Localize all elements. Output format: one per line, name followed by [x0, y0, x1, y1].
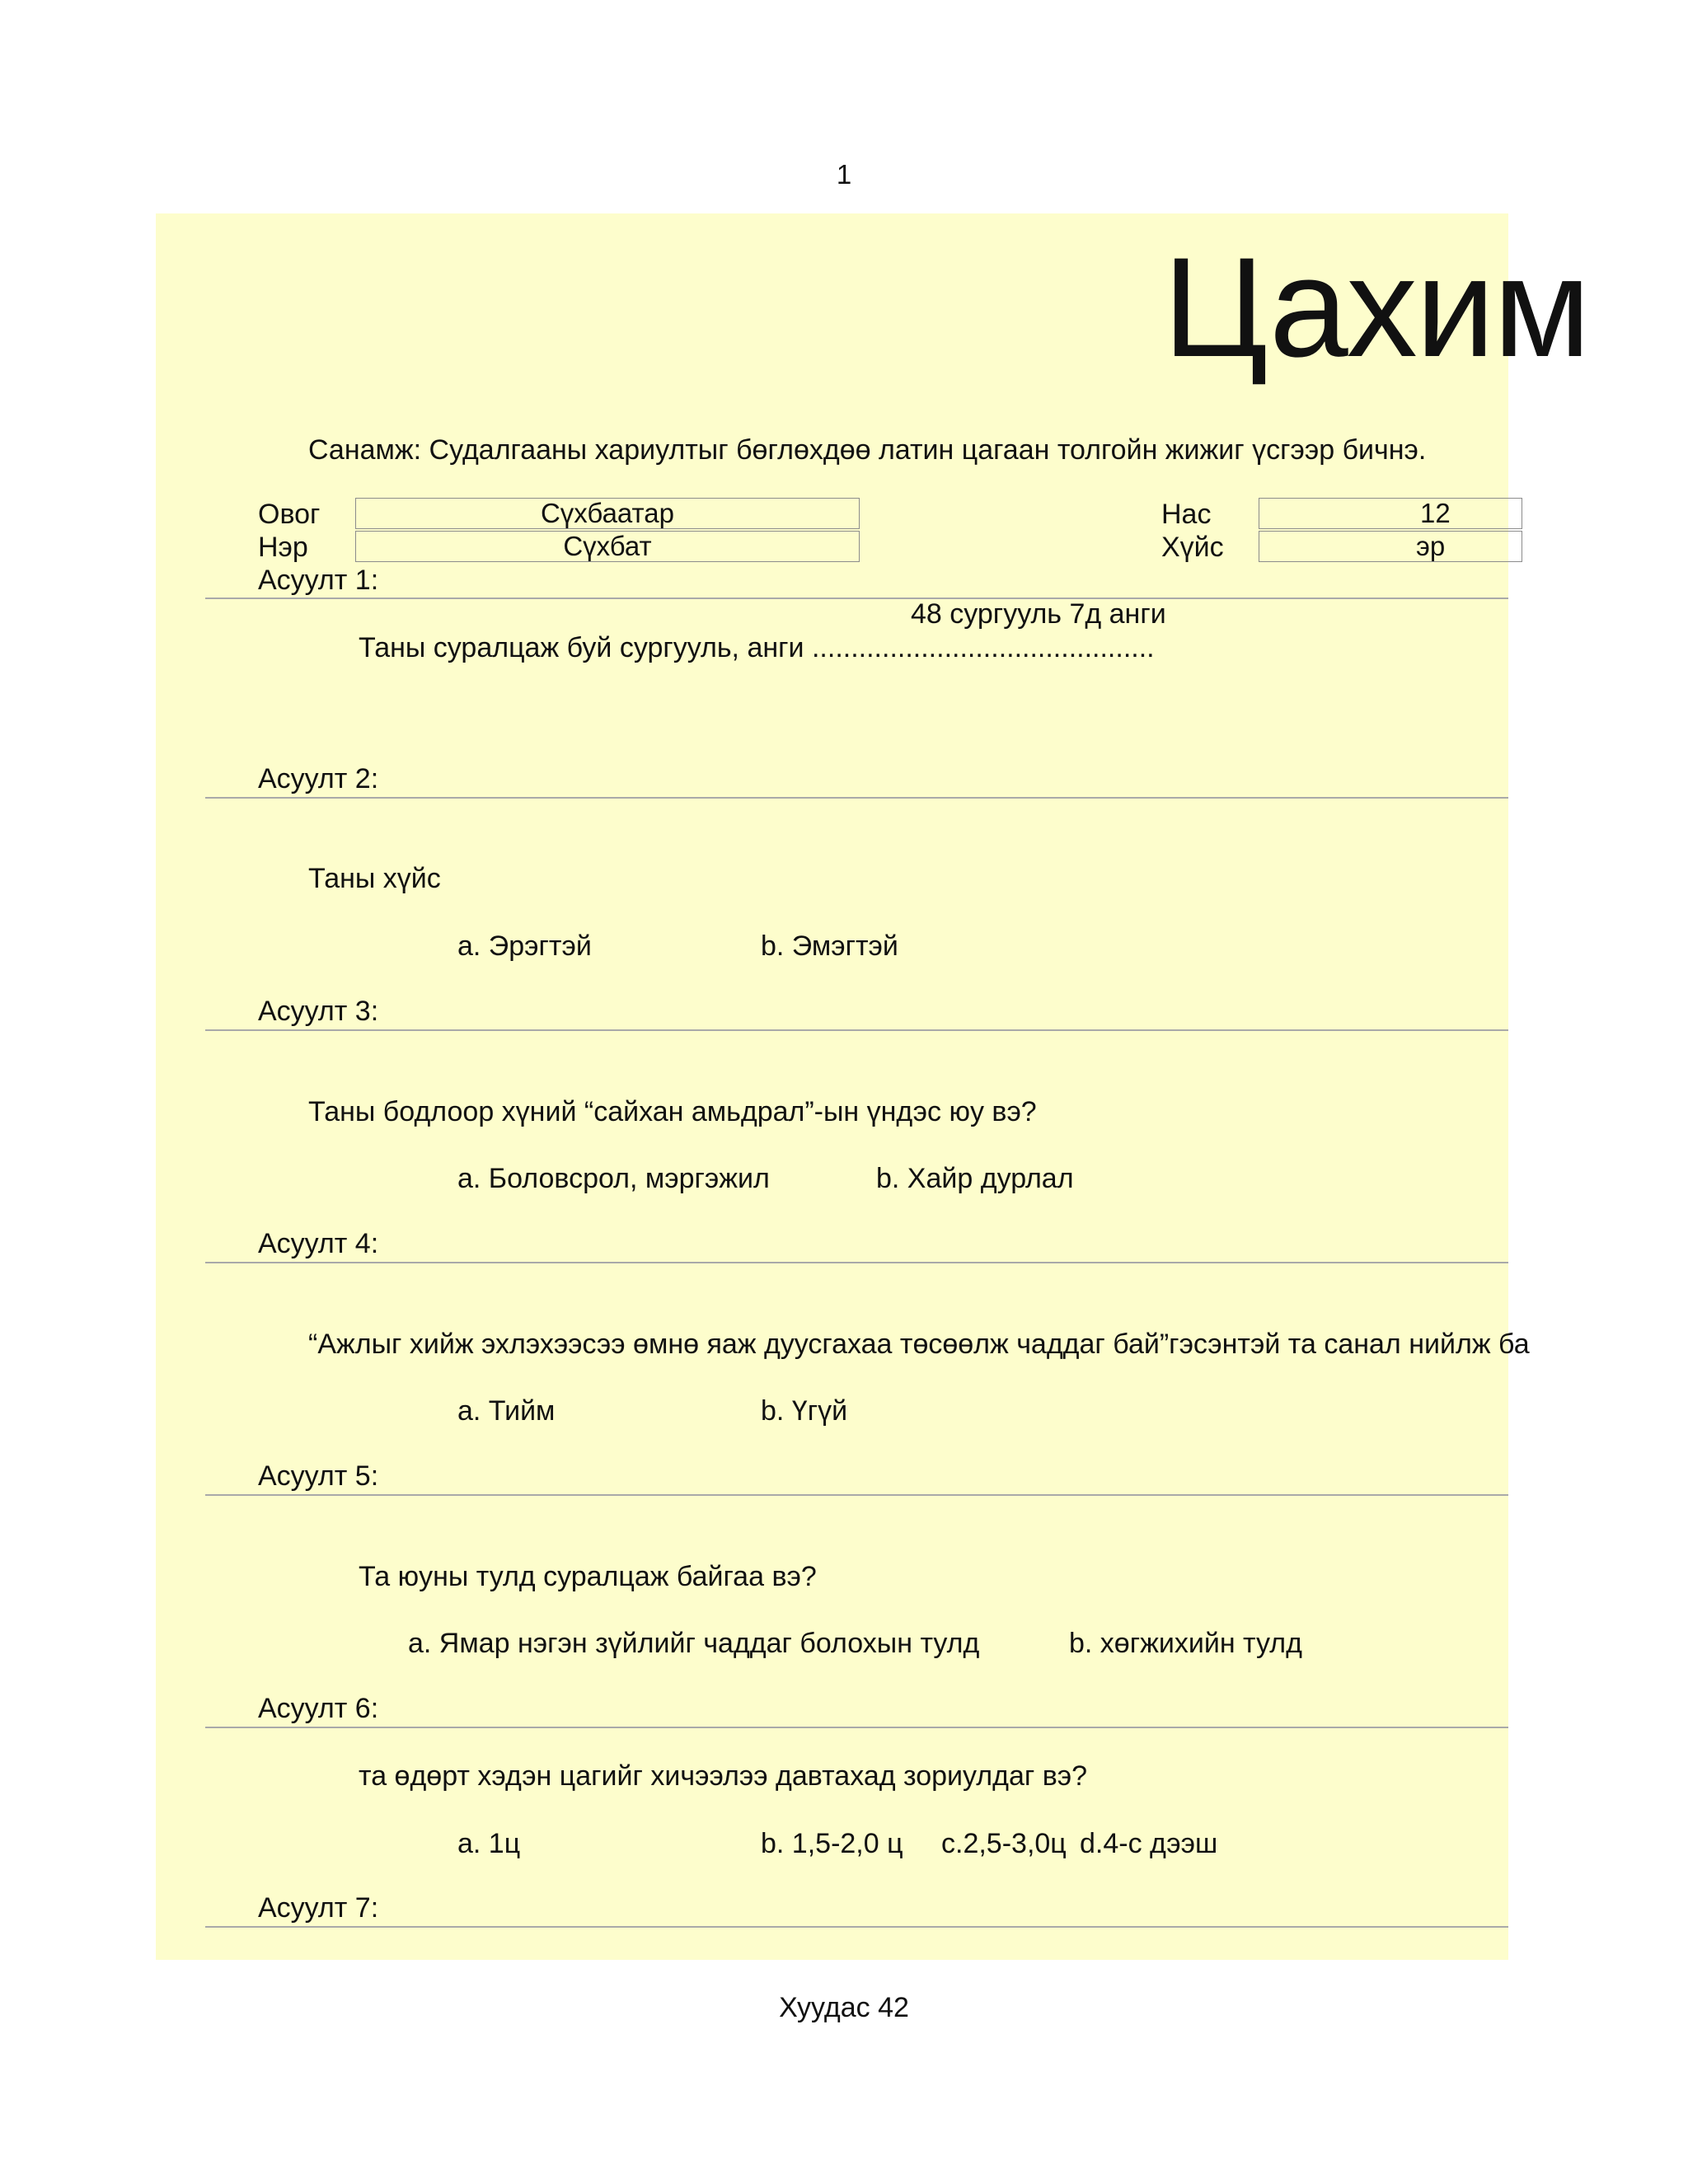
- divider: [205, 1262, 1508, 1263]
- question-6-heading: Асуулт 6:: [258, 1693, 379, 1724]
- question-3-heading: Асуулт 3:: [258, 996, 379, 1027]
- question-5-heading: Асуулт 5:: [258, 1460, 379, 1492]
- divider: [205, 1494, 1508, 1496]
- divider: [205, 797, 1508, 799]
- question-5-option-a[interactable]: a. Ямар нэгэн зүйлийг чаддаг болохын тулд: [408, 1628, 980, 1659]
- question-6-option-b[interactable]: b. 1,5-2,0 ц: [761, 1828, 903, 1859]
- divider: [205, 1727, 1508, 1728]
- question-6-text: та өдөрт хэдэн цагийг хичээлээ давтахад зориулдаг вэ?: [359, 1760, 1088, 1792]
- question-1-answer[interactable]: 48 сургууль 7д анги: [911, 598, 1166, 630]
- question-4-option-a[interactable]: a. Тийм: [457, 1395, 556, 1427]
- question-6-option-a[interactable]: a. 1ц: [457, 1828, 521, 1859]
- gender-field[interactable]: эр: [1259, 531, 1522, 562]
- divider: [205, 1926, 1508, 1928]
- question-1-text: Таны суралцаж буй сургууль, анги ............................................: [359, 632, 1155, 663]
- question-5-text: Та юуны тулд суралцаж байгаа вэ?: [359, 1561, 817, 1592]
- question-6-option-c[interactable]: c.2,5-3,0ц: [941, 1828, 1067, 1859]
- note-text: Санамж: Судалгааны хариултыг бөглөхдөө латин цагаан толгойн жижиг үсгээр бичнэ.: [308, 434, 1427, 466]
- surname-label: Овог: [258, 499, 321, 530]
- question-5-option-b[interactable]: b. хөгжихийн тулд: [1069, 1628, 1302, 1659]
- question-4-heading: Асуулт 4:: [258, 1228, 379, 1259]
- surname-field[interactable]: Сүхбаатар: [355, 498, 860, 529]
- name-field[interactable]: Сүхбат: [355, 531, 860, 562]
- question-4-text: “Ажлыг хийж эхлэхээсээ өмнө яаж дуусгахаа төсөөлж чаддаг бай”гэсэнтэй та санал нийлж ба: [308, 1329, 1530, 1360]
- question-2-option-b[interactable]: b. Эмэгтэй: [761, 930, 898, 962]
- survey-title: Цахим: [1163, 228, 1590, 387]
- question-6-option-d[interactable]: d.4-с дээш: [1080, 1828, 1218, 1859]
- question-1-heading: Асуулт 1:: [258, 565, 379, 596]
- question-2-text: Таны хүйс: [308, 863, 441, 894]
- question-3-option-b[interactable]: b. Хайр дурлал: [876, 1163, 1074, 1194]
- question-3-text: Таны бодлоор хүний “сайхан амьдрал”-ын үндэс юу вэ?: [308, 1096, 1037, 1127]
- question-2-heading: Асуулт 2:: [258, 763, 379, 794]
- question-4-option-b[interactable]: b. Үгүй: [761, 1395, 848, 1427]
- divider: [205, 598, 1508, 599]
- question-7-heading: Асуулт 7:: [258, 1892, 379, 1924]
- gender-label: Хүйс: [1161, 532, 1224, 563]
- age-field[interactable]: 12: [1259, 498, 1522, 529]
- survey-sheet: [156, 213, 1590, 1960]
- age-label: Нас: [1161, 499, 1212, 530]
- question-2-option-a[interactable]: a. Эрэгтэй: [457, 930, 592, 962]
- page-footer: Хуудас 42: [779, 1992, 909, 2023]
- question-3-option-a[interactable]: a. Боловсрол, мэргэжил: [457, 1163, 770, 1194]
- page-number: 1: [836, 159, 852, 190]
- divider: [205, 1029, 1508, 1031]
- name-label: Нэр: [258, 532, 308, 563]
